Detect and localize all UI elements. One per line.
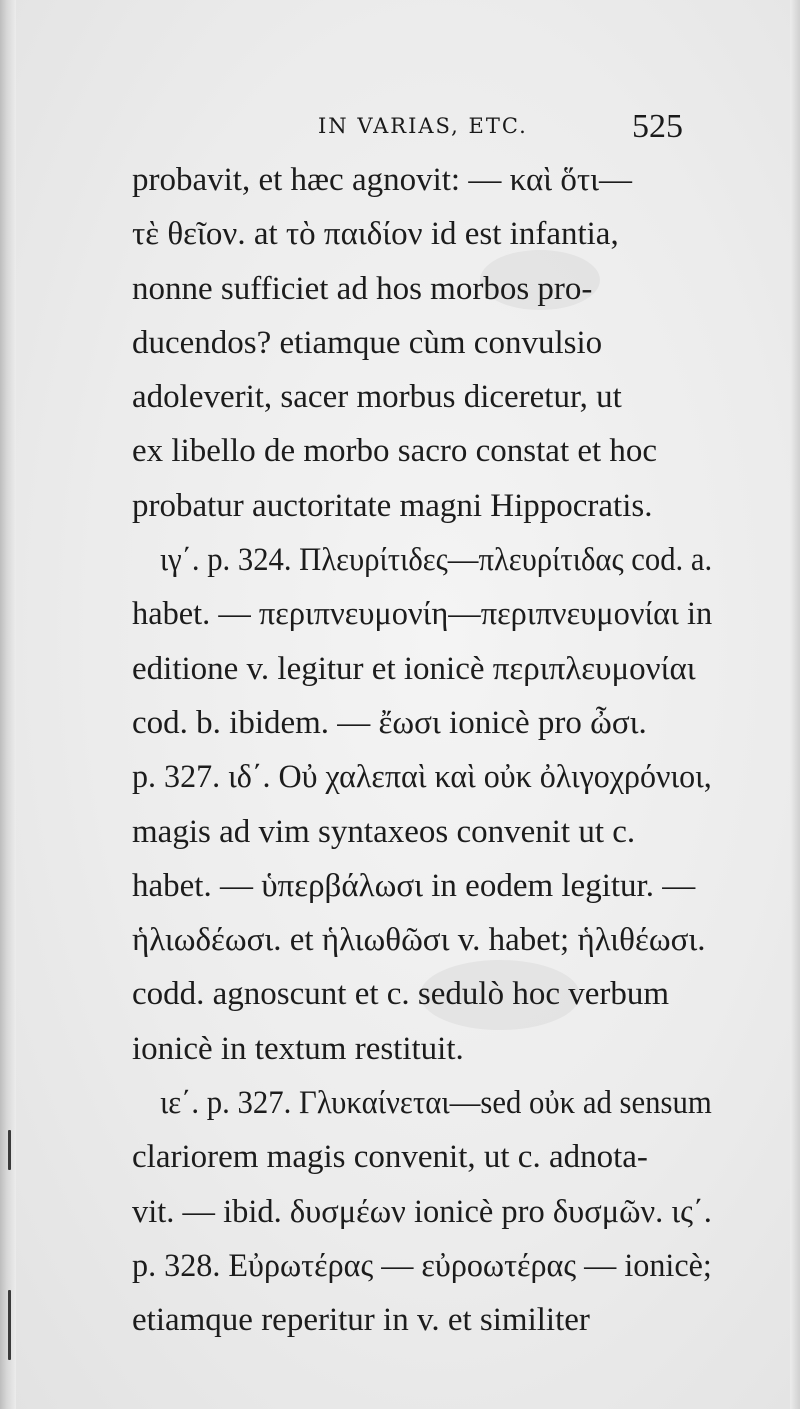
body-text bbox=[132, 153, 712, 1348]
text-line: editione v. legitur et ionicè περιπλευμονίαι bbox=[132, 650, 696, 687]
text-line: habet. — περιπνευμονίη—περιπνευμονίαι in bbox=[132, 596, 713, 633]
text-line: ex libello de morbo sacro constat et hoc bbox=[132, 433, 658, 470]
page-number: 525 bbox=[632, 108, 683, 145]
text-line: clariorem magis convenit, ut c. adnota- bbox=[132, 1139, 648, 1176]
text-line: codd. agnoscunt et c. sedulò hoc verbum bbox=[132, 976, 670, 1013]
text-line: ιε΄. p. 327. Γλυκαίνεται—sed οὐκ ad sensum bbox=[159, 1085, 712, 1122]
text-line: habet. — ὑπερβάλωσι in eodem legitur. — bbox=[132, 867, 696, 904]
text-line: probavit, et hæc agnovit: — καὶ ὅτι— bbox=[132, 162, 632, 198]
page-edge-shadow bbox=[790, 0, 800, 1409]
text-line: p. 328. Εὐρωτέρας — εὐροωτέρας — ionicè; bbox=[132, 1247, 712, 1284]
text-line: cod. b. ibidem. — ἔωσι ionicè pro ὦσι. bbox=[132, 704, 647, 741]
page-header bbox=[0, 108, 800, 148]
text-line: nonne sufficiet ad hos morbos pro- bbox=[132, 270, 593, 307]
text-line: ἡλιωδέωσι. et ἡλιωθῶσι v. habet; ἡλιθέωσι. bbox=[132, 922, 706, 959]
binding-mark bbox=[8, 1130, 11, 1170]
text-line: ducendos? etiamque cùm convulsio bbox=[132, 324, 603, 361]
text-line: vit. — ibid. δυσμέων ionicè pro δυσμῶν. ις΄. bbox=[132, 1193, 712, 1230]
text-line: probatur auctoritate magni Hippocratis. bbox=[132, 487, 653, 524]
text-line: p. 327. ιδ΄. Οὐ χαλεπαὶ καὶ οὐκ ὀλιγοχρόνιοι, bbox=[132, 759, 712, 796]
running-title: IN VARIAS, ETC. bbox=[318, 114, 528, 138]
text-line: etiamque reperitur in v. et similiter bbox=[132, 1302, 590, 1339]
text-line: ionicè in textum restituit. bbox=[132, 1030, 464, 1067]
page-gutter-shadow bbox=[0, 0, 16, 1409]
text-line: magis ad vim syntaxeos convenit ut c. bbox=[132, 813, 636, 850]
text-line: τὲ θεῖον. at τὸ παιδίον id est infantia, bbox=[132, 216, 619, 253]
binding-mark bbox=[8, 1290, 11, 1360]
text-line: adoleverit, sacer morbus diceretur, ut bbox=[132, 379, 622, 416]
text-line: ιγ΄. p. 324. Πλευρίτιδες—πλευρίτιδας cod. a. bbox=[159, 542, 713, 579]
